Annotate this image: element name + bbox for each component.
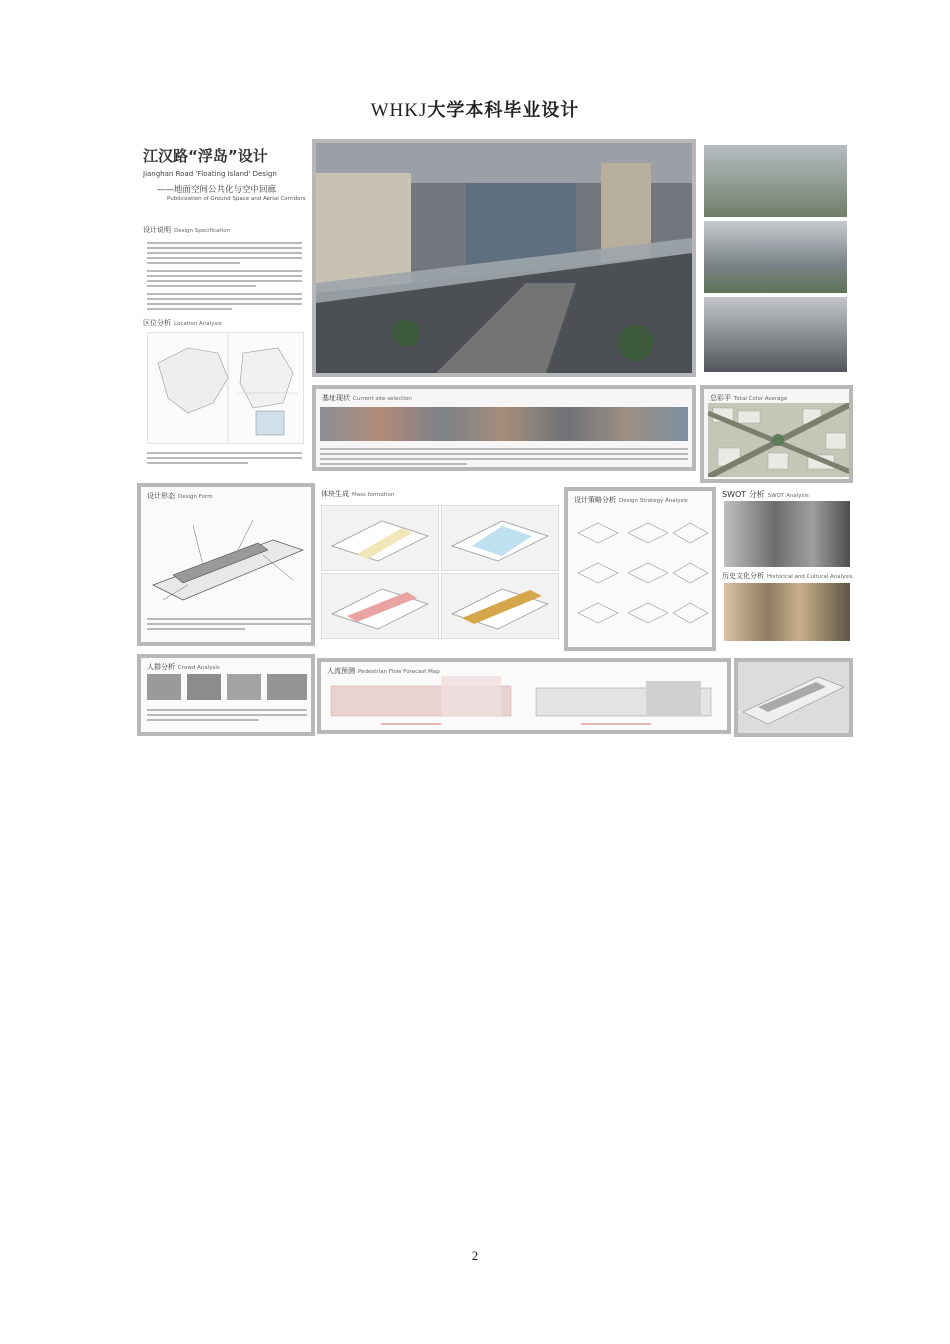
mass-step-1: [321, 505, 439, 571]
crowd-text: [147, 706, 307, 724]
photo-1: [704, 145, 847, 217]
photo-3: [704, 297, 847, 372]
mass-step-4: [441, 573, 559, 639]
site-heading: 基址现状 Current site selection: [322, 394, 412, 402]
color-plan-heading: 总彩平 Total Color Average: [710, 394, 788, 402]
poster-title-en: Jianghan Road 'Floating Island' Design: [143, 170, 277, 178]
mass-panel: [319, 487, 564, 647]
location-heading: 区位分析 Location Analysis: [143, 319, 222, 327]
mass-step-2: [441, 505, 559, 571]
crowd-photo-4: [267, 674, 307, 700]
strategy-panel: [564, 487, 716, 651]
design-spec-heading: 设计说明 Design Specification: [143, 226, 231, 234]
design-poster: [137, 139, 853, 737]
mass-step-3: [321, 573, 439, 639]
crowd-photo-1: [147, 674, 181, 700]
crowd-heading: 人群分析 Crowd Analysis: [147, 663, 220, 671]
design-form-panel: [137, 483, 315, 646]
mass-heading: 体块生成 Mass formation: [321, 490, 395, 498]
poster-title-cn: 江汉路“浮岛”设计: [143, 147, 268, 165]
history-heading: 历史文化分析 Historical and Cultural Analysis: [722, 572, 853, 580]
flow-heading: 人流预测 Pedestrian Flow Forecast Map: [327, 667, 440, 675]
site-panel: [312, 385, 696, 471]
crowd-photo-2: [187, 674, 221, 700]
poster-subtitle-cn: ——地面空间公共化与空中回廊: [157, 185, 277, 195]
crowd-photo-3: [227, 674, 261, 700]
flow-panel: [317, 658, 731, 734]
flow-diagram: [321, 676, 727, 731]
swot-image: [724, 501, 850, 567]
strategy-heading: 设计策略分析 Design Strategy Analysis: [574, 496, 688, 504]
header-latin: WHKJ: [370, 100, 428, 121]
color-plan-map: [708, 403, 853, 477]
swot-heading: SWOT 分析 SWOT Analysis: [722, 490, 809, 499]
design-form-heading: 设计形态 Design Form: [147, 492, 213, 500]
main-rendering: [312, 139, 696, 377]
design-form-drawing: [143, 505, 313, 610]
page-number: 2: [471, 1248, 479, 1263]
title-panel: [137, 139, 309, 477]
design-spec-text: [147, 239, 302, 313]
swot-panel: [720, 487, 853, 652]
photo-2: [704, 221, 847, 293]
design-form-text: [147, 615, 311, 633]
axon-drawing: [738, 662, 849, 733]
location-text: [147, 449, 302, 467]
crowd-panel: [137, 654, 315, 736]
site-text: [320, 445, 688, 468]
page-header: [0, 96, 950, 122]
color-plan-panel: [700, 385, 853, 483]
poster-subtitle-en: Publicization of Ground Space and Aerial Corridors: [167, 196, 306, 202]
site-photos-strip: [320, 407, 688, 441]
axon-panel: [734, 658, 853, 737]
location-map: [147, 332, 304, 444]
strategy-diagrams: [568, 513, 712, 643]
header-title: 大学本科毕业设计: [427, 100, 580, 121]
history-image: [724, 583, 850, 641]
